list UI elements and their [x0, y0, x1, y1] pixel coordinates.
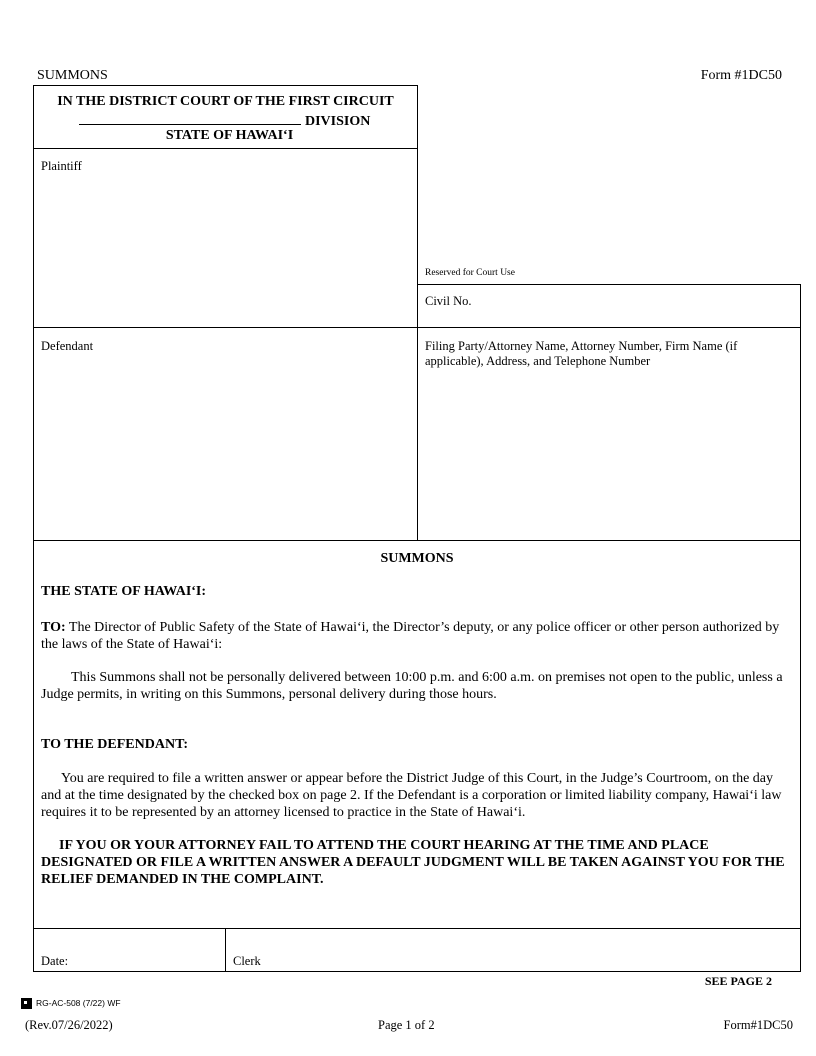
clerk-signature-field[interactable] [270, 934, 795, 968]
reserved-court-use-label: Reserved for Court Use [425, 268, 515, 278]
footer-form-number: Form#1DC50 [723, 1018, 793, 1032]
default-judgment-warning: IF YOU OR YOUR ATTORNEY FAIL TO ATTEND THE COURT HEARING AT THE TIME AND PLACE DESIGNATED OR FILE A WRITTEN ANSWER A DEFAULT JUDGMENT WILL BE TAKEN AGAINST YOU FOR THE RELIEF DEMANDED IN THE COMPLAINT. [41, 838, 785, 887]
document-icon [21, 998, 32, 1009]
filing-party-field[interactable] [424, 372, 794, 536]
civil-no-top-line [417, 284, 801, 285]
division-blank[interactable] [79, 111, 301, 125]
clerk-label: Clerk [233, 954, 261, 968]
summons-title: SUMMONS [380, 551, 454, 566]
form-code [21, 998, 121, 1009]
civil-no-field[interactable] [490, 290, 795, 320]
signature-row-bottom-line [33, 971, 801, 972]
filing-party-label: Filing Party/Attorney Name, Attorney Number, Firm Name (if applicable), Address, and Telephone Number [425, 339, 738, 368]
civil-no-label: Civil No. [425, 294, 472, 308]
date-field[interactable] [80, 934, 220, 968]
summons-top-line [33, 540, 801, 541]
defendant-paragraph: You are required to file a written answer or appear before the District Judge of this Court, in the Judge’s Courtroom, on the day and at the time designated by the checked box on page 2. If the Defendant is a corporation or limited liability company, Hawai‘i law requires it to be represented by an attorney licensed to practice in the State of Hawai‘i. [41, 771, 782, 820]
defendant-field[interactable] [40, 356, 410, 536]
signature-row-divider [225, 928, 226, 972]
court-name: IN THE DISTRICT COURT OF THE FIRST CIRCUIT [57, 94, 394, 109]
form-code-text: RG-AC-508 (7/22) WF [36, 998, 121, 1008]
signature-row-top-line [33, 928, 801, 929]
to-text: The Director of Public Safety of the State of Hawai‘i, the Director’s deputy, or any police officer or other person authorized by the laws of the State of Hawai‘i: [41, 620, 780, 652]
state-name: STATE OF HAWAI‘I [165, 128, 294, 143]
division-label: DIVISION [305, 114, 371, 129]
form-number-label: Form #1DC50 [700, 68, 782, 83]
document-type-label: SUMMONS [37, 68, 108, 83]
defendant-heading: TO THE DEFENDANT: [41, 737, 189, 752]
right-border [800, 284, 801, 972]
revision-date: (Rev.07/26/2022) [25, 1018, 113, 1032]
plaintiff-label: Plaintiff [41, 159, 82, 173]
plaintiff-defendant-divider [33, 327, 801, 328]
to-paragraph [41, 619, 786, 653]
to-label: TO: [41, 620, 66, 635]
page-number: Page 1 of 2 [378, 1018, 435, 1032]
delivery-paragraph: This Summons shall not be personally delivered between 10:00 p.m. and 6:00 a.m. on premises not open to the public, unless a Judge permits, in writing on this Summons, personal delivery during those hours. [41, 670, 783, 702]
defendant-label: Defendant [41, 339, 94, 353]
date-label: Date: [41, 954, 69, 968]
center-divider [417, 148, 418, 541]
plaintiff-field[interactable] [40, 176, 410, 321]
state-heading: THE STATE OF HAWAI‘I: [41, 584, 207, 599]
see-page-2: SEE PAGE 2 [704, 974, 772, 988]
